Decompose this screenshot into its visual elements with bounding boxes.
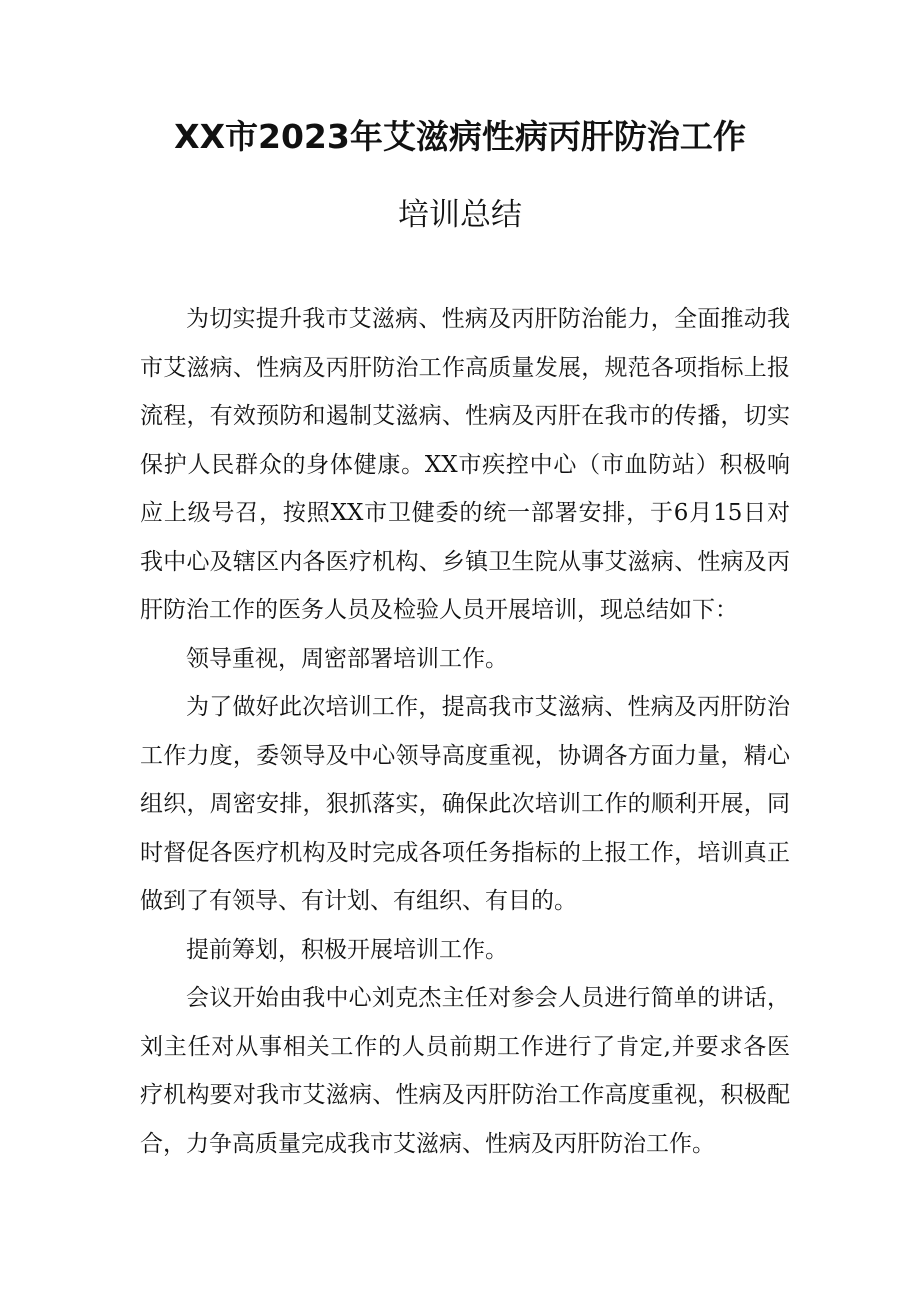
paragraph-leadership: 为了做好此次培训工作，提高我市艾滋病、性病及丙肝防治工作力度，委领导及中心领导高度重视，协调各方面力量，精心组织，周密安排，狠抓落实，确保此次培训工作的顺利开展，同时督促各医疗机构及时完成各项任务指标的上报工作，培训真正做到了有领导、有计划、有组织、有目的。 xyxy=(140,694,790,914)
document-title: XX市2023年艾滋病性病丙肝防治工作 xyxy=(174,117,746,156)
paragraph-planning: 会议开始由我中心刘克杰主任对参会人员进行简单的讲话，刘主任对从事相关工作的人员前期工作进行了肯定,并要求各医疗机构要对我市艾滋病、性病及丙肝防治工作高度重视，积极配合，力争高质量完成我市艾滋病、性病及丙肝防治工作。 xyxy=(140,985,790,1157)
section-heading-planning: 提前筹划，积极开展培训工作。 xyxy=(186,936,508,963)
document-body xyxy=(140,295,790,1168)
document-subtitle: 培训总结 xyxy=(398,197,522,233)
section-heading-leadership: 领导重视，周密部署培训工作。 xyxy=(186,645,508,672)
paragraph-intro: 为切实提升我市艾滋病、性病及丙肝防治能力，全面推动我市艾滋病、性病及丙肝防治工作高质量发展，规范各项指标上报流程，有效预防和遏制艾滋病、性病及丙肝在我市的传播，切实保护人民群众的身体健康。XX市疾控中心（市血防站）积极响应上级号召，按照XX市卫健委的统一部署安排，于6月15日对我中心及辖区内各医疗机构、乡镇卫生院从事艾滋病、性病及丙肝防治工作的医务人员及检验人员开展培训，现总结如下： xyxy=(140,306,790,623)
